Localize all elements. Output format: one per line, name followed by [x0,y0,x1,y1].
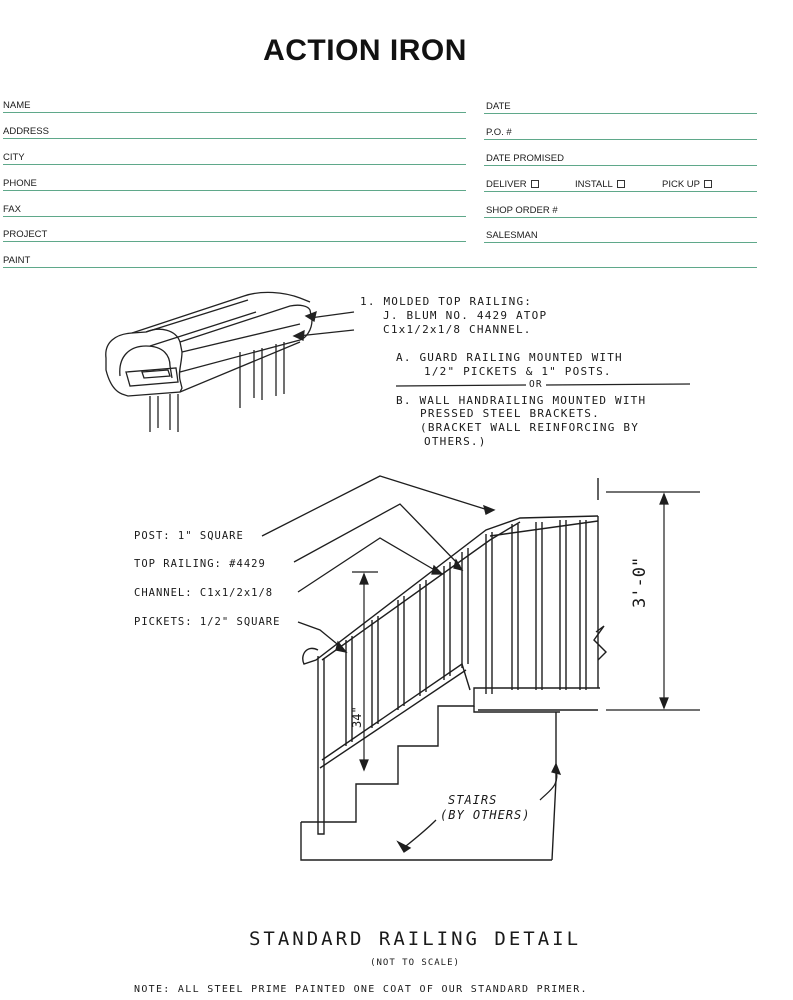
name-label: NAME [3,100,31,111]
drawing-title: STANDARD RAILING DETAIL [248,928,582,950]
height-dimension-right: 3'-0" [630,556,650,608]
note-a-line-2: 1/2" PICKETS & 1" POSTS. [424,365,612,378]
note-1-line-3: C1x1/2x1/8 CHANNEL. [383,323,532,336]
deliver-label: DELIVER [486,179,527,190]
address-label: ADDRESS [3,126,49,137]
note-1-line-2: J. BLUM NO. 4429 ATOP [383,309,548,322]
note-a-line-1: A. GUARD RAILING MOUNTED WITH [396,351,623,364]
channel-label: CHANNEL: C1x1/2x1/8 [134,587,274,599]
phone-label: PHONE [3,178,37,189]
company-title: ACTION IRON [263,34,467,67]
date-label: DATE [486,101,511,112]
note-b-line-1: B. WALL HANDRAILING MOUNTED WITH [396,394,647,407]
date-promised-label: DATE PROMISED [486,153,564,164]
drawing-subtitle: (NOT TO SCALE) [370,958,460,968]
pickup-label: PICK UP [662,179,701,190]
note-b-line-4: OTHERS.) [424,435,487,448]
stairs-label: STAIRS [448,793,498,807]
note-or: OR [529,379,543,390]
post-label: POST: 1" SQUARE [134,530,244,542]
salesman-label: SALESMAN [486,230,538,241]
po-label: P.O. # [486,127,512,138]
note-b-line-2: PRESSED STEEL BRACKETS. [420,407,600,420]
stairs-by-others-label: (BY OTHERS) [440,808,531,822]
height-dimension-left: 34" [350,706,364,728]
pickets-label: PICKETS: 1/2" SQUARE [134,616,281,628]
note-1-line-1: 1. MOLDED TOP RAILING: [360,295,533,308]
project-label: PROJECT [3,229,48,240]
shop-order-label: SHOP ORDER # [486,205,558,216]
paint-label: PAINT [3,255,31,266]
primer-note: NOTE: ALL STEEL PRIME PAINTED ONE COAT OF OUR STANDARD PRIMER. [134,984,588,995]
city-label: CITY [3,152,25,163]
fax-label: FAX [3,204,21,215]
top-railing-label: TOP RAILING: #4429 [134,558,266,570]
note-b-line-3: (BRACKET WALL REINFORCING BY [420,421,640,434]
install-label: INSTALL [575,179,613,190]
